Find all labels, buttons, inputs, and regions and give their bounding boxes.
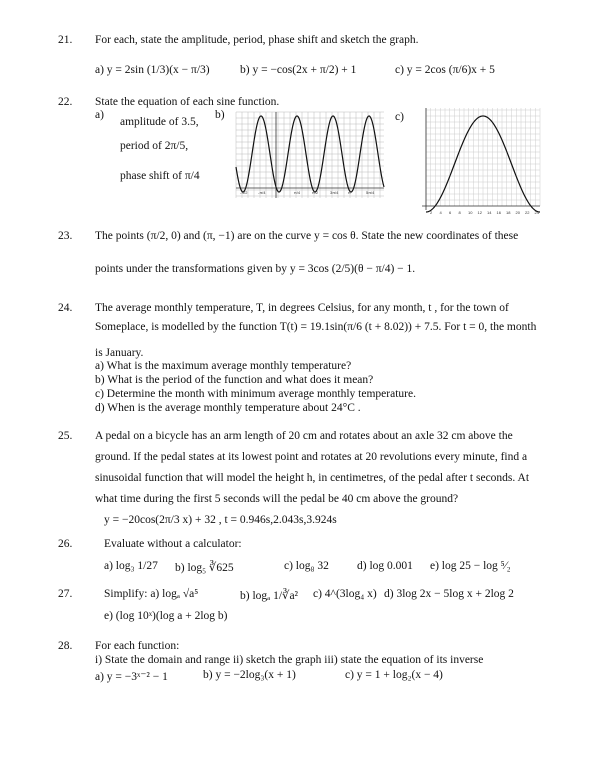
q25-answer: y = −20cos(2π/3 x) + 32 , t = 0.946s,2.043s,3.924s xyxy=(104,514,337,526)
q27-part-d: d) 3log 2x − 5log x + 2log 2 xyxy=(384,588,514,600)
tick-label: 12 xyxy=(477,210,482,215)
tick-label: 20 xyxy=(515,210,520,215)
tick-label: 14 xyxy=(487,210,492,215)
tick-label: 8 xyxy=(458,210,461,215)
q27-number: 27. xyxy=(58,588,73,600)
tick-label: 3π/4 xyxy=(330,190,339,195)
q26-part-b: b) log₅ ∛625 xyxy=(175,562,234,574)
q26-text: Evaluate without a calculator: xyxy=(104,538,242,550)
q22-a-line3: phase shift of π/4 xyxy=(120,170,200,182)
tick-label: 5π/4 xyxy=(366,190,375,195)
q22-a-line1: amplitude of 3.5, xyxy=(120,116,199,128)
tick-label: π/4 xyxy=(294,190,301,195)
q21-part-b: b) y = −cos(2x + π/2) + 1 xyxy=(240,64,357,76)
q24-part-d: d) When is the average monthly temperature about 24°C . xyxy=(95,402,361,414)
q25-number: 25. xyxy=(58,430,73,442)
q28-number: 28. xyxy=(58,640,73,652)
q27-part-e: e) (log 10ˣ)(log a + 2log b) xyxy=(104,610,228,622)
q25-line4: what time during the first 5 seconds will the pedal be 40 cm above the ground? xyxy=(95,493,459,505)
q24-line3: is January. xyxy=(95,347,144,359)
tick-label: π/2 xyxy=(312,190,319,195)
q24-part-c: c) Determine the month with minimum average monthly temperature. xyxy=(95,388,416,400)
q24-part-a: a) What is the maximum average monthly temperature? xyxy=(95,360,352,372)
q21-part-a: a) y = 2sin (1/3)(x − π/3) xyxy=(95,64,210,76)
tick-label: 22 xyxy=(525,210,530,215)
tick-label: 4 xyxy=(439,210,442,215)
q23-line2: points under the transformations given by y = 3cos (2/5)(θ − π/4) − 1. xyxy=(95,263,416,275)
q28-text: For each function: xyxy=(95,640,180,652)
q22-a-line2: period of 2π/5, xyxy=(120,140,189,152)
q26-part-d: d) log 0.001 xyxy=(357,560,413,572)
tick-label: π xyxy=(348,190,351,195)
q26-number: 26. xyxy=(58,538,73,550)
q28-part-c: c) y = 1 + log₂(x − 4) xyxy=(345,669,443,681)
q24-line1: The average monthly temperature, T, in degrees Celsius, for any month, t , for the town of xyxy=(95,302,509,314)
q23-number: 23. xyxy=(58,230,73,242)
tick-label: 6 xyxy=(449,210,452,215)
tick-label: 2 xyxy=(430,210,433,215)
q27-part-c: c) 4^(3log₄ x) xyxy=(313,588,377,600)
tick-label: 24 xyxy=(534,210,539,215)
q26-part-e: e) log 25 − log ⁵⁄₂ xyxy=(430,560,511,572)
q22-text: State the equation of each sine function. xyxy=(95,96,280,108)
graph-c xyxy=(412,106,542,218)
q22-c-label: c) xyxy=(395,111,404,123)
q21-text: For each, state the amplitude, period, phase shift and sketch the graph. xyxy=(95,34,419,46)
tick-label: 18 xyxy=(506,210,511,215)
q28-part-b: b) y = −2log₃(x + 1) xyxy=(203,669,296,681)
tick-label: 16 xyxy=(496,210,501,215)
q22-b-label: b) xyxy=(215,109,225,121)
graph-b xyxy=(228,108,388,204)
q24-line2: Someplace, is modelled by the function T(t) = 19.1sin(π/6 (t + 8.02)) + 7.5. For t = 0, the month xyxy=(95,321,537,333)
q21-part-c: c) y = 2cos (π/6)x + 5 xyxy=(395,64,495,76)
q24-part-b: b) What is the period of the function and what does it mean? xyxy=(95,374,374,386)
tick-label: -π/4 xyxy=(258,190,266,195)
q27-part-b: b) logₐ 1/∛a² xyxy=(240,590,298,602)
q28-line2: i) State the domain and range ii) sketch the graph iii) state the equation of its inverse xyxy=(95,654,484,666)
q27-text: Simplify: a) logₐ √a⁵ xyxy=(104,588,199,600)
tick-label: 10 xyxy=(468,210,473,215)
q22-a-label: a) xyxy=(95,109,104,121)
q25-line2: ground. If the pedal states at its lowest point and rotates at 20 revolutions every minute, find a xyxy=(95,451,528,463)
q28-part-a: a) y = −3ˣ⁻² − 1 xyxy=(95,671,168,683)
q24-number: 24. xyxy=(58,302,73,314)
q25-line3: sinusoidal function that will model the height h, in centimetres, of the pedal after t seconds. At xyxy=(95,472,530,484)
q26-part-a: a) log₃ 1/27 xyxy=(104,560,158,572)
q21-number: 21. xyxy=(58,34,73,46)
q22-number: 22. xyxy=(58,96,73,108)
q26-part-c: c) log₈ 32 xyxy=(284,560,329,572)
tick-label: -π/2 xyxy=(240,190,248,195)
q25-line1: A pedal on a bicycle has an arm length of 20 cm and rotates about an axle 32 cm above the xyxy=(95,430,513,442)
q23-line1: The points (π/2, 0) and (π, −1) are on the curve y = cos θ. State the new coordinates of these xyxy=(95,230,519,242)
